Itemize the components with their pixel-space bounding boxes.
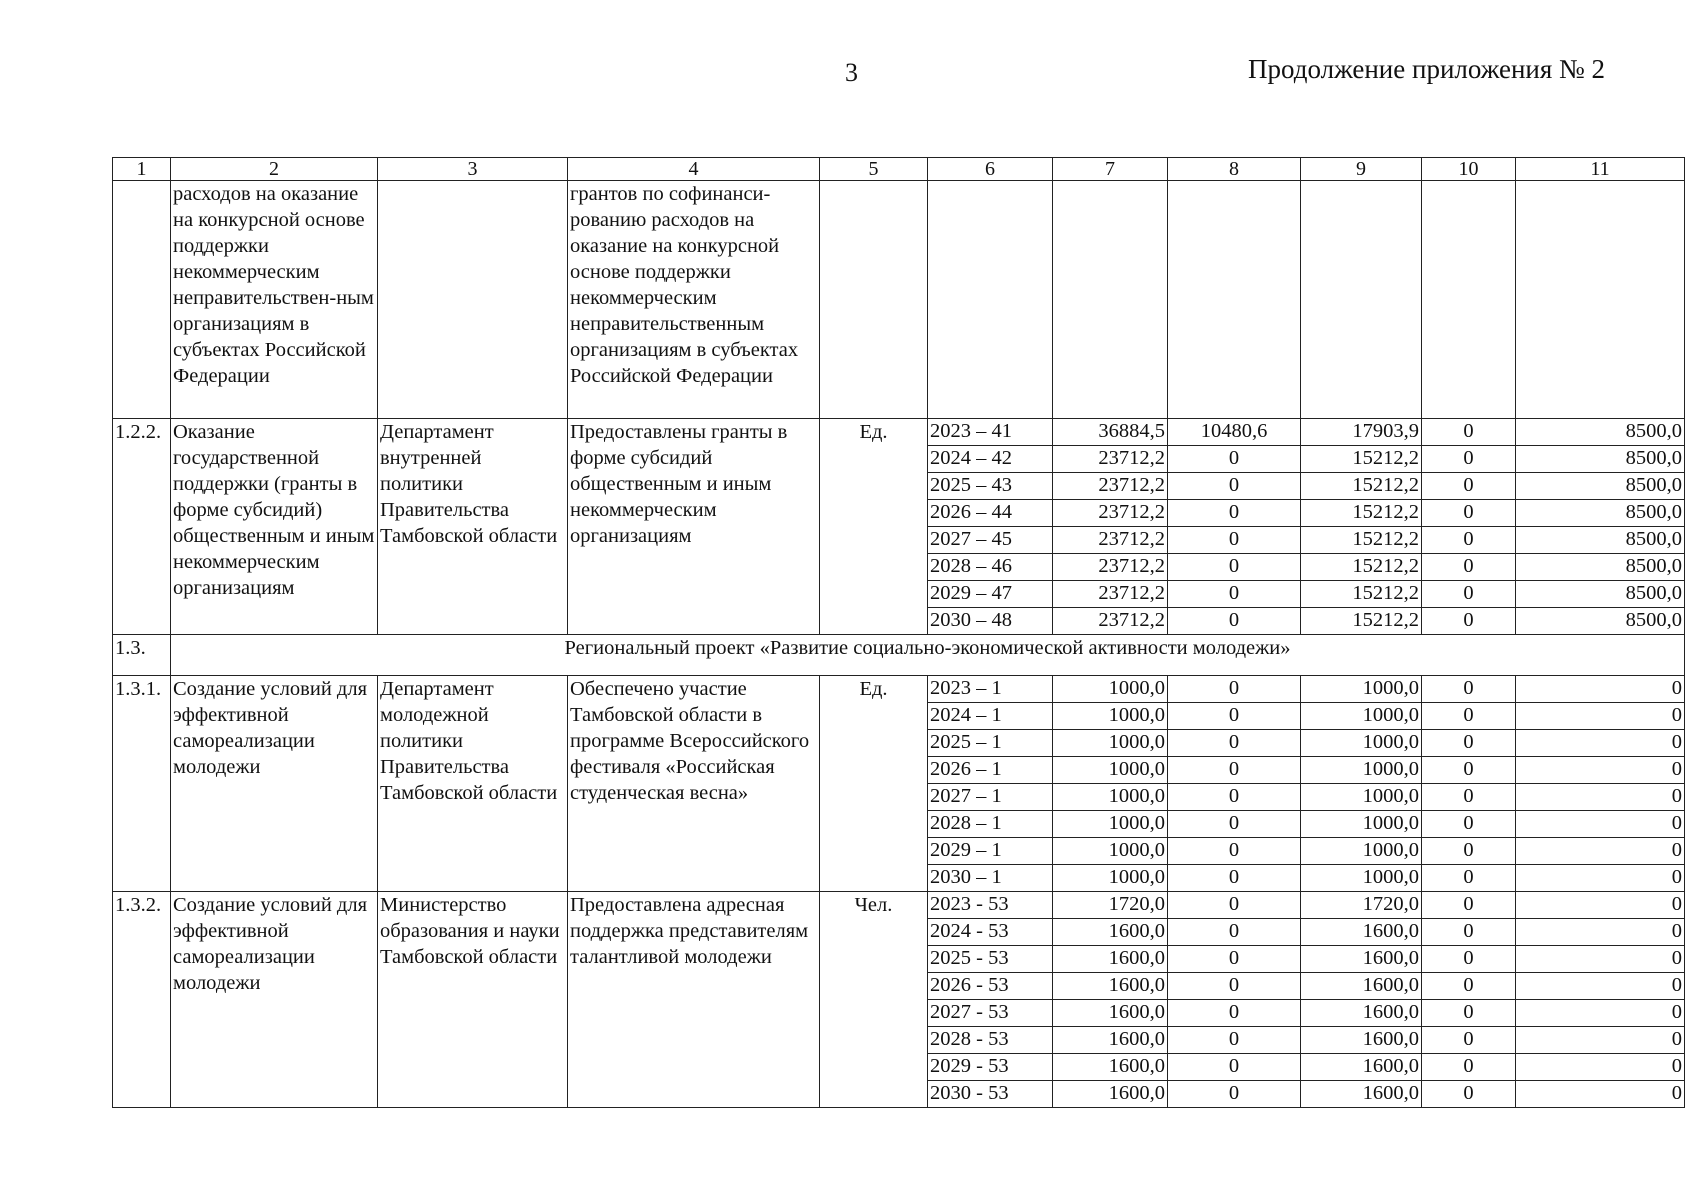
federal-amount: 0 [1168,1027,1301,1054]
col-header-5: 5 [820,158,928,181]
continuation-num [113,181,171,419]
regional-amount: 15212,2 [1301,527,1422,554]
appendix-continuation-header: Продолжение приложения № 2 [1248,54,1606,84]
total-amount: 23712,2 [1053,608,1168,635]
year-indicator: 2027 – 45 [928,527,1053,554]
activity-executor: Департамент молодежной политики Правительства Тамбовской области [378,676,568,892]
local-amount: 0 [1422,1054,1516,1081]
other-amount: 0 [1516,676,1685,703]
other-amount: 8500,0 [1516,446,1685,473]
local-amount: 0 [1422,554,1516,581]
other-amount: 0 [1516,703,1685,730]
federal-amount: 0 [1168,811,1301,838]
total-amount: 1600,0 [1053,1027,1168,1054]
local-amount: 0 [1422,838,1516,865]
empty-cell [1516,181,1685,419]
regional-amount: 15212,2 [1301,473,1422,500]
empty-cell [928,181,1053,419]
year-indicator: 2026 – 44 [928,500,1053,527]
page-number: 3 [845,58,858,87]
other-amount: 0 [1516,811,1685,838]
other-amount: 0 [1516,757,1685,784]
other-amount: 8500,0 [1516,554,1685,581]
federal-amount: 10480,6 [1168,419,1301,446]
empty-cell [1301,181,1422,419]
regional-amount: 1000,0 [1301,730,1422,757]
regional-amount: 1600,0 [1301,973,1422,1000]
year-indicator: 2023 – 1 [928,676,1053,703]
regional-amount: 1600,0 [1301,1000,1422,1027]
total-amount: 23712,2 [1053,473,1168,500]
total-amount: 36884,5 [1053,419,1168,446]
year-indicator: 2030 – 1 [928,865,1053,892]
local-amount: 0 [1422,473,1516,500]
federal-amount: 0 [1168,919,1301,946]
continuation-executor [378,181,568,419]
table-row [113,676,1685,703]
col-header-6: 6 [928,158,1053,181]
activity-result: Обеспечено участие Тамбовской области в программе Всероссийского фестиваля «Российская студенческая весна» [568,676,820,892]
local-amount: 0 [1422,730,1516,757]
regional-amount: 1000,0 [1301,811,1422,838]
local-amount: 0 [1422,892,1516,919]
year-indicator: 2025 – 1 [928,730,1053,757]
total-amount: 1000,0 [1053,811,1168,838]
activity-number: 1.3.1. [113,676,171,892]
other-amount: 0 [1516,1000,1685,1027]
table-row [113,419,1685,446]
other-amount: 0 [1516,946,1685,973]
other-amount: 0 [1516,838,1685,865]
total-amount: 1600,0 [1053,1000,1168,1027]
federal-amount: 0 [1168,946,1301,973]
section-title: Региональный проект «Развитие социально-экономической активности молодежи» [171,635,1685,676]
column-number-row [113,158,1685,181]
local-amount: 0 [1422,676,1516,703]
federal-amount: 0 [1168,892,1301,919]
activity-unit: Ед. [820,419,928,635]
regional-amount: 1000,0 [1301,676,1422,703]
col-header-9: 9 [1301,158,1422,181]
year-indicator: 2028 - 53 [928,1027,1053,1054]
regional-amount: 1000,0 [1301,838,1422,865]
other-amount: 0 [1516,865,1685,892]
regional-amount: 1720,0 [1301,892,1422,919]
local-amount: 0 [1422,1000,1516,1027]
activity-executor: Министерство образования и науки Тамбовской области [378,892,568,1108]
year-indicator: 2024 - 53 [928,919,1053,946]
federal-amount: 0 [1168,527,1301,554]
total-amount: 1600,0 [1053,973,1168,1000]
year-indicator: 2026 - 53 [928,973,1053,1000]
federal-amount: 0 [1168,1054,1301,1081]
activity-name: Оказание государственной поддержки (гранты в форме субсидий) общественным и иным некоммерческим организациям [171,419,378,635]
total-amount: 1000,0 [1053,757,1168,784]
activity-executor: Департамент внутренней политики Правительства Тамбовской области [378,419,568,635]
activity-unit: Чел. [820,892,928,1108]
total-amount: 23712,2 [1053,554,1168,581]
year-indicator: 2029 – 1 [928,838,1053,865]
activity-number: 1.2.2. [113,419,171,635]
empty-cell [1168,181,1301,419]
year-indicator: 2024 – 42 [928,446,1053,473]
regional-amount: 1000,0 [1301,703,1422,730]
other-amount: 0 [1516,892,1685,919]
regional-amount: 1000,0 [1301,784,1422,811]
local-amount: 0 [1422,1081,1516,1108]
other-amount: 8500,0 [1516,500,1685,527]
local-amount: 0 [1422,581,1516,608]
activity-result: Предоставлены гранты в форме субсидий общественным и иным некоммерческим организациям [568,419,820,635]
regional-amount: 1000,0 [1301,757,1422,784]
table-row [113,892,1685,919]
year-indicator: 2028 – 1 [928,811,1053,838]
local-amount: 0 [1422,608,1516,635]
other-amount: 0 [1516,919,1685,946]
federal-amount: 0 [1168,865,1301,892]
year-indicator: 2023 – 41 [928,419,1053,446]
year-indicator: 2025 – 43 [928,473,1053,500]
total-amount: 23712,2 [1053,527,1168,554]
total-amount: 23712,2 [1053,581,1168,608]
regional-amount: 1600,0 [1301,919,1422,946]
continuation-row [113,181,1685,419]
regional-amount: 1000,0 [1301,865,1422,892]
regional-amount: 15212,2 [1301,608,1422,635]
other-amount: 0 [1516,1054,1685,1081]
activity-unit: Ед. [820,676,928,892]
col-header-3: 3 [378,158,568,181]
other-amount: 0 [1516,1027,1685,1054]
year-indicator: 2027 – 1 [928,784,1053,811]
year-indicator: 2025 - 53 [928,946,1053,973]
regional-amount: 1600,0 [1301,1081,1422,1108]
total-amount: 23712,2 [1053,500,1168,527]
regional-amount: 1600,0 [1301,1027,1422,1054]
total-amount: 1000,0 [1053,784,1168,811]
continuation-result: грантов по софинанси-рованию расходов на оказание на конкурсной основе поддержки некоммерческим неправительственным организациям в субъектах Российской Федерации [568,181,820,419]
federal-amount: 0 [1168,838,1301,865]
total-amount: 1000,0 [1053,730,1168,757]
local-amount: 0 [1422,419,1516,446]
year-indicator: 2024 – 1 [928,703,1053,730]
total-amount: 1600,0 [1053,1054,1168,1081]
local-amount: 0 [1422,811,1516,838]
activity-result: Предоставлена адресная поддержка представителям талантливой молодежи [568,892,820,1108]
local-amount: 0 [1422,1027,1516,1054]
local-amount: 0 [1422,527,1516,554]
total-amount: 1600,0 [1053,1081,1168,1108]
federal-amount: 0 [1168,473,1301,500]
federal-amount: 0 [1168,581,1301,608]
continuation-name: расходов на оказание на конкурсной основе поддержки некоммерческим неправительствен-ным организациям в субъектах Российской Федерации [171,181,378,419]
regional-amount: 15212,2 [1301,500,1422,527]
empty-cell [820,181,928,419]
col-header-10: 10 [1422,158,1516,181]
empty-cell [1053,181,1168,419]
federal-amount: 0 [1168,446,1301,473]
col-header-11: 11 [1516,158,1685,181]
federal-amount: 0 [1168,608,1301,635]
program-table [112,157,1685,1108]
empty-cell [1422,181,1516,419]
total-amount: 1000,0 [1053,865,1168,892]
year-indicator: 2029 – 47 [928,581,1053,608]
year-indicator: 2029 - 53 [928,1054,1053,1081]
activity-number: 1.3.2. [113,892,171,1108]
total-amount: 1000,0 [1053,838,1168,865]
local-amount: 0 [1422,500,1516,527]
regional-amount: 1600,0 [1301,1054,1422,1081]
total-amount: 1000,0 [1053,703,1168,730]
regional-amount: 15212,2 [1301,446,1422,473]
total-amount: 1720,0 [1053,892,1168,919]
year-indicator: 2028 – 46 [928,554,1053,581]
local-amount: 0 [1422,946,1516,973]
other-amount: 8500,0 [1516,608,1685,635]
regional-amount: 17903,9 [1301,419,1422,446]
federal-amount: 0 [1168,1081,1301,1108]
other-amount: 8500,0 [1516,473,1685,500]
activity-name: Создание условий для эффективной самореализации молодежи [171,892,378,1108]
local-amount: 0 [1422,703,1516,730]
federal-amount: 0 [1168,973,1301,1000]
year-indicator: 2026 – 1 [928,757,1053,784]
federal-amount: 0 [1168,676,1301,703]
regional-amount: 1600,0 [1301,946,1422,973]
local-amount: 0 [1422,784,1516,811]
other-amount: 8500,0 [1516,527,1685,554]
local-amount: 0 [1422,446,1516,473]
total-amount: 1600,0 [1053,946,1168,973]
year-indicator: 2023 - 53 [928,892,1053,919]
federal-amount: 0 [1168,730,1301,757]
local-amount: 0 [1422,919,1516,946]
col-header-8: 8 [1168,158,1301,181]
local-amount: 0 [1422,973,1516,1000]
year-indicator: 2027 - 53 [928,1000,1053,1027]
federal-amount: 0 [1168,703,1301,730]
federal-amount: 0 [1168,757,1301,784]
other-amount: 8500,0 [1516,419,1685,446]
other-amount: 8500,0 [1516,581,1685,608]
col-header-1: 1 [113,158,171,181]
other-amount: 0 [1516,1081,1685,1108]
federal-amount: 0 [1168,500,1301,527]
year-indicator: 2030 - 53 [928,1081,1053,1108]
total-amount: 1000,0 [1053,676,1168,703]
col-header-4: 4 [568,158,820,181]
federal-amount: 0 [1168,554,1301,581]
other-amount: 0 [1516,973,1685,1000]
other-amount: 0 [1516,730,1685,757]
total-amount: 1600,0 [1053,919,1168,946]
section-number: 1.3. [113,635,171,676]
local-amount: 0 [1422,757,1516,784]
regional-amount: 15212,2 [1301,554,1422,581]
year-indicator: 2030 – 48 [928,608,1053,635]
col-header-7: 7 [1053,158,1168,181]
regional-amount: 15212,2 [1301,581,1422,608]
federal-amount: 0 [1168,784,1301,811]
total-amount: 23712,2 [1053,446,1168,473]
local-amount: 0 [1422,865,1516,892]
activity-name: Создание условий для эффективной самореализации молодежи [171,676,378,892]
col-header-2: 2 [171,158,378,181]
section-row [113,635,1685,676]
federal-amount: 0 [1168,1000,1301,1027]
other-amount: 0 [1516,784,1685,811]
